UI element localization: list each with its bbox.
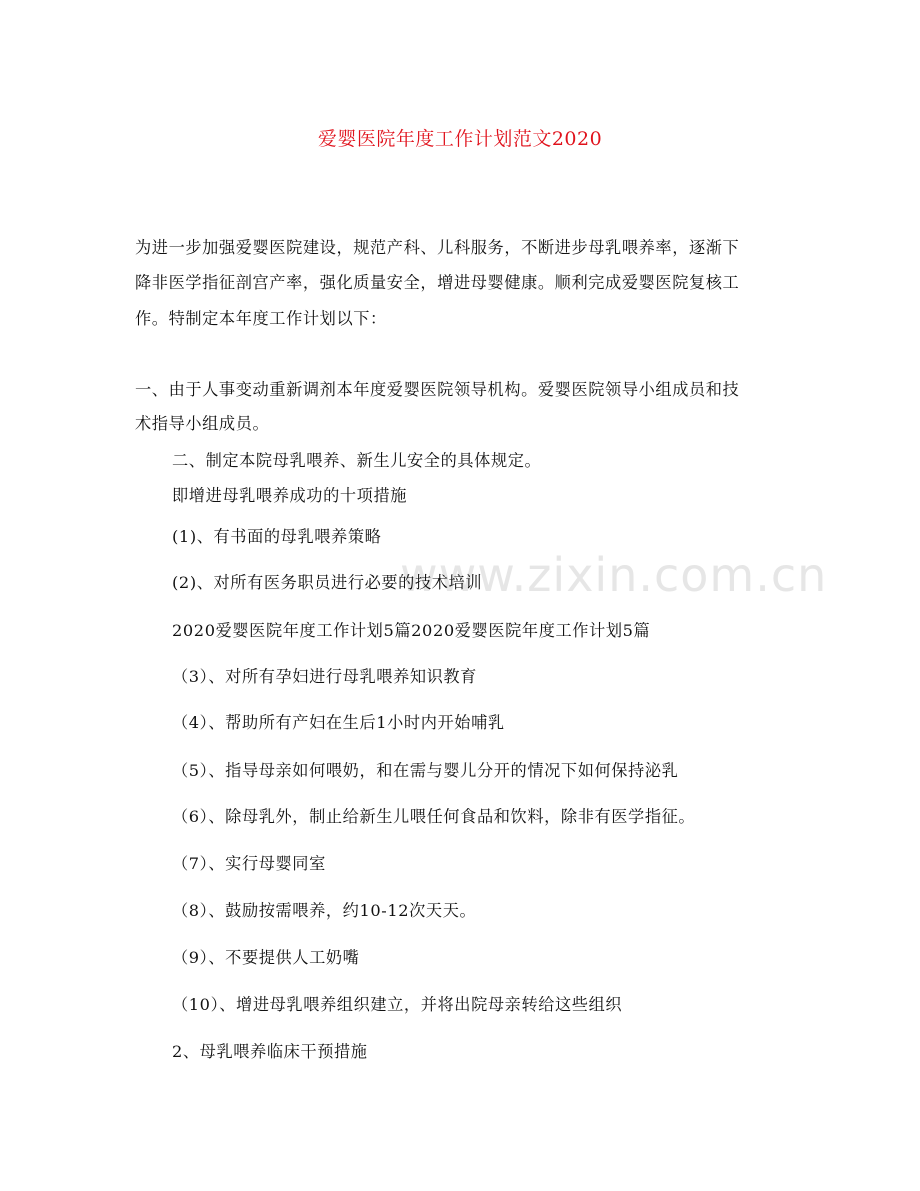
list-item: （3）、对所有孕妇进行母乳喂养知识教育 — [172, 667, 477, 686]
paragraph-line: 一、由于人事变动重新调剂本年度爱婴医院领导机构。爱婴医院领导小组成员和技 — [135, 380, 740, 399]
paragraph-line: 二、制定本院母乳喂养、新生儿安全的具体规定。 — [172, 451, 542, 470]
paragraph-line: 术指导小组成员。 — [135, 414, 270, 433]
list-item: (1)、有书面的母乳喂养策略 — [172, 527, 382, 546]
section-heading: 2、母乳喂养临床干预措施 — [172, 1042, 368, 1061]
list-item: （4）、帮助所有产妇在生后1小时内开始哺乳 — [172, 713, 505, 732]
paragraph-line: 2020爱婴医院年度工作计划5篇2020爱婴医院年度工作计划5篇 — [172, 621, 651, 640]
watermark: www.zixin.com.cn — [400, 548, 828, 602]
list-item: （7）、实行母婴同室 — [172, 854, 326, 873]
list-item: （10）、增进母乳喂养组织建立，并将出院母亲转给这些组织 — [172, 995, 623, 1014]
paragraph-line: 降非医学指征剖宫产率，强化质量安全，增进母婴健康。顺利完成爱婴医院复核工 — [135, 273, 740, 292]
list-item: （9）、不要提供人工奶嘴 — [172, 948, 360, 967]
paragraph-line: 即增进母乳喂养成功的十项措施 — [172, 486, 408, 505]
paragraph-line: 为进一步加强爱婴医院建设，规范产科、儿科服务，不断进步母乳喂养率，逐渐下 — [135, 238, 740, 257]
paragraph-line: 作。特制定本年度工作计划以下： — [135, 309, 387, 328]
list-item: （6）、除母乳外，制止给新生儿喂任何食品和饮料，除非有医学指征。 — [172, 807, 696, 826]
document-title: 爱婴医院年度工作计划范文2020 — [317, 128, 603, 150]
list-item: (2)、对所有医务职员进行必要的技术培训 — [172, 573, 483, 592]
list-item: （5）、指导母亲如何喂奶，和在需与婴儿分开的情况下如何保持泌乳 — [172, 761, 679, 780]
list-item: （8）、鼓励按需喂养，约10-12次天天。 — [172, 901, 477, 920]
